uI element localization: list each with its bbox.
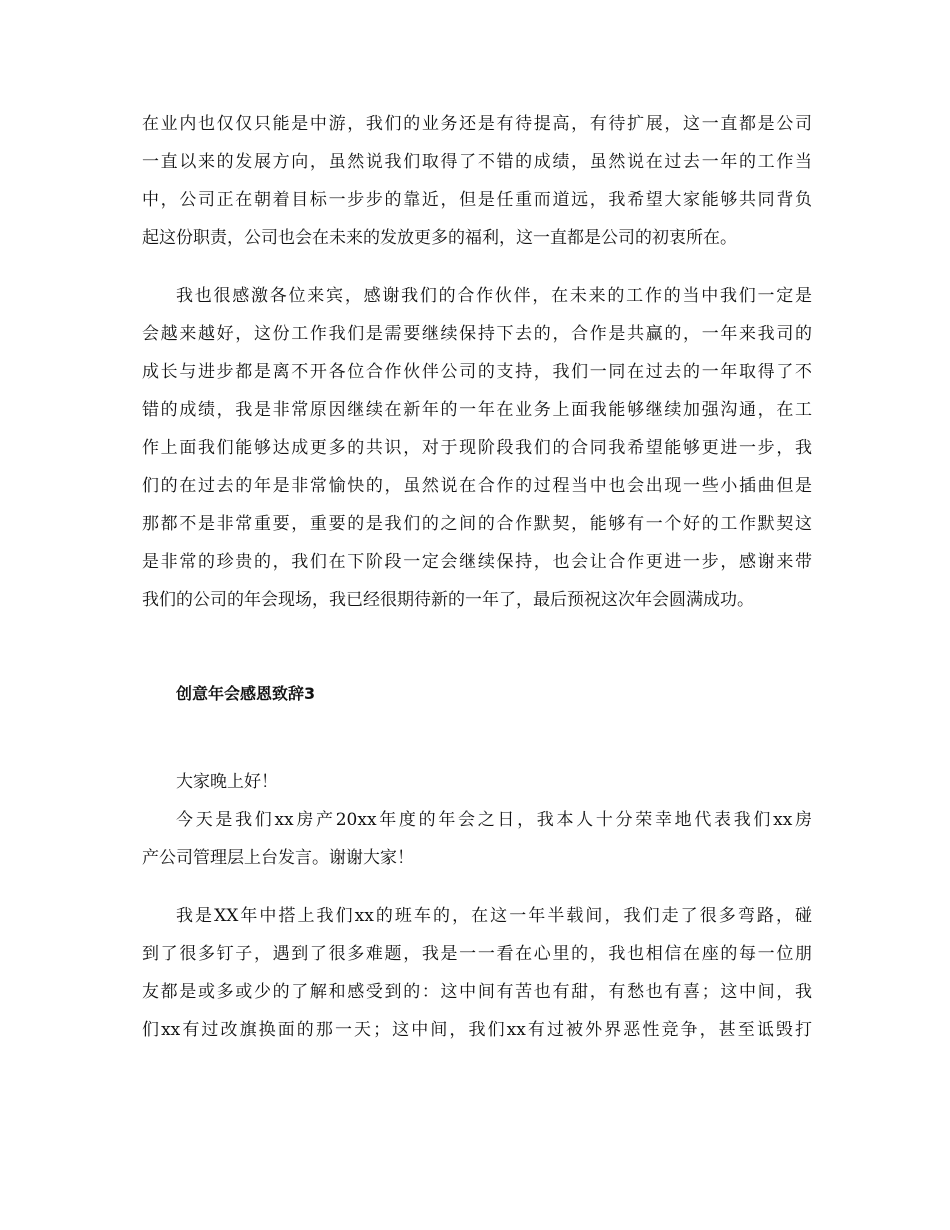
paragraph-line: 是非常的珍贵的，我们在下阶段一定会继续保持，也会让合作更进一步，感谢来带: [142, 552, 812, 572]
greeting-line: 大家晚上好！: [176, 772, 278, 792]
paragraph-line: 们xx有过改旗换面的那一天；这中间，我们xx有过被外界恶性竞争，甚至诋毁打: [142, 1020, 812, 1040]
paragraph-line: 到了很多钉子，遇到了很多难题，我是一一看在心里的，我也相信在座的每一位朋: [142, 944, 812, 964]
paragraph-line: 那都不是非常重要，重要的是我们的之间的合作默契，能够有一个好的工作默契这: [142, 514, 812, 534]
paragraph-line: 们的在过去的年是非常愉快的，虽然说在合作的过程当中也会出现一些小插曲但是: [142, 476, 812, 496]
paragraph-line: 一直以来的发展方向，虽然说我们取得了不错的成绩，虽然说在过去一年的工作当: [142, 152, 812, 172]
paragraph-line: 今天是我们xx房产20xx年度的年会之日，我本人十分荣幸地代表我们xx房: [176, 810, 812, 830]
paragraph-line: 我是XX年中搭上我们xx的班车的，在这一年半载间，我们走了很多弯路，碰: [176, 906, 812, 926]
paragraph-line: 中，公司正在朝着目标一步步的靠近，但是任重而道远，我希望大家能够共同背负: [142, 190, 812, 210]
paragraph-line: 我也很感激各位来宾，感谢我们的合作伙伴，在未来的工作的当中我们一定是: [176, 286, 812, 306]
paragraph-line: 我们的公司的年会现场，我已经很期待新的一年了，最后预祝这次年会圆满成功。: [142, 590, 754, 610]
paragraph-line: 会越来越好，这份工作我们是需要继续保持下去的，合作是共赢的，一年来我司的: [142, 324, 812, 344]
section-heading: 创意年会感恩致辞3: [176, 684, 316, 703]
paragraph-line: 作上面我们能够达成更多的共识，对于现阶段我们的合同我希望能够更进一步，我: [142, 438, 812, 458]
paragraph-line: 产公司管理层上台发言。谢谢大家！: [142, 848, 414, 868]
paragraph-line: 起这份职责，公司也会在未来的发放更多的福利，这一直都是公司的初衷所在。: [142, 228, 737, 248]
paragraph-line: 成长与进步都是离不开各位合作伙伴公司的支持，我们一同在过去的一年取得了不: [142, 362, 812, 382]
paragraph-line: 友都是或多或少的了解和感受到的：这中间有苦也有甜，有愁也有喜；这中间，我: [142, 982, 812, 1002]
paragraph-line: 错的成绩，我是非常原因继续在新年的一年在业务上面我能够继续加强沟通，在工: [142, 400, 812, 420]
paragraph-line: 在业内也仅仅只能是中游，我们的业务还是有待提高，有待扩展，这一直都是公司: [142, 114, 812, 134]
